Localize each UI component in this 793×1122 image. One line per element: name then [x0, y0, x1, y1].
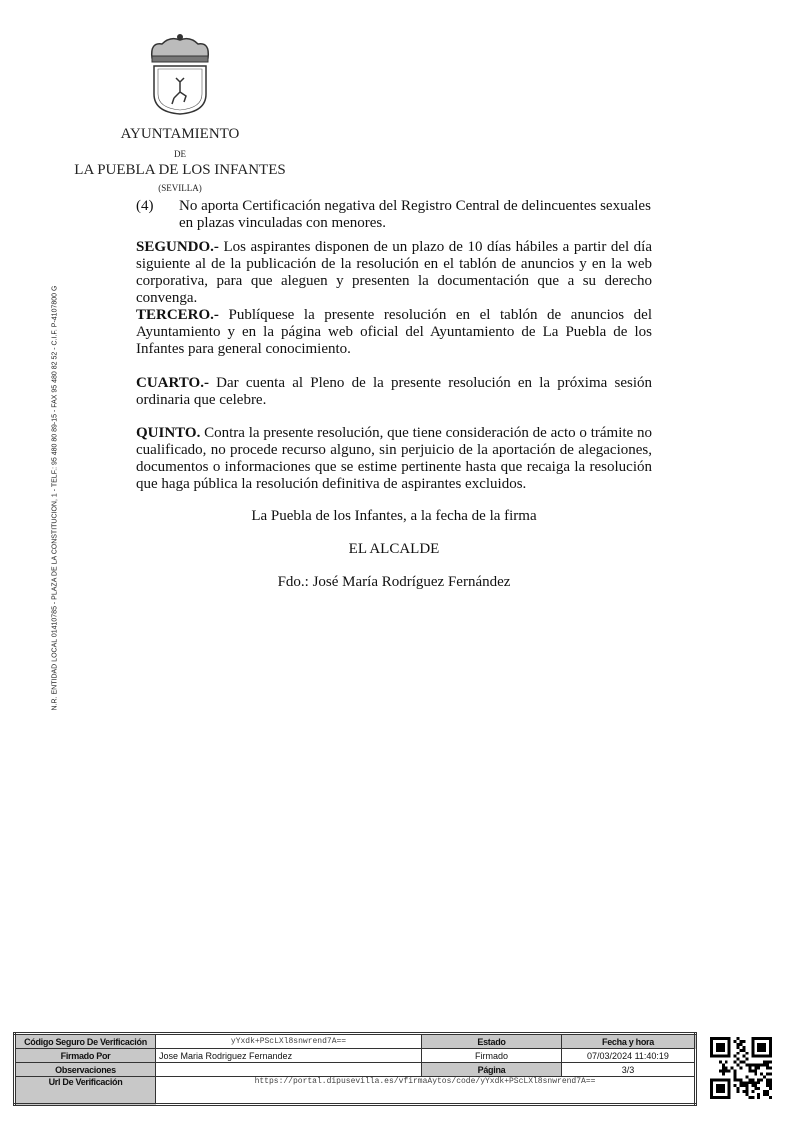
url-value[interactable]: https://portal.dipusevilla.es/vfirmaAytos/code/yYxdk+PScLXl8snwrend7A==: [156, 1077, 696, 1105]
paragraph-heading: TERCERO.-: [136, 307, 219, 323]
firmado-por-label: Firmado Por: [15, 1049, 156, 1063]
paragraph-heading: SEGUNDO.-: [136, 239, 219, 255]
header-town-name: LA PUEBLA DE LOS INFANTES: [74, 162, 286, 178]
observaciones-label: Observaciones: [15, 1063, 156, 1077]
paragraph-text: Los aspirantes disponen de un plazo de 10 días hábiles a partir del día siguiente al de la publicación de la resolución en el tablón de anuncios y en la web corporativa, para que aleguen y presenten la documentación que a su derecho convenga.: [136, 239, 652, 306]
signer-name: Fdo.: José María Rodríguez Fernández: [277, 574, 511, 590]
place-date: La Puebla de los Infantes, a la fecha de la firma: [251, 508, 537, 524]
pagina-value: 3/3: [562, 1063, 696, 1077]
signature-verification-table: [13, 1032, 697, 1106]
paragraph-heading: QUINTO.: [136, 425, 201, 441]
paragraph-text: Contra la presente resolución, que tiene consideración de acto o trámite no cualificado, no procede recurso alguno, sin perjuicio de la aportación de alegaciones, documentos o informaciones que se estime pertinente hasta que recaiga la resolución que haga pública la resolución definitiva de aspirantes excluidos.: [136, 425, 652, 492]
paragraph-text: Dar cuenta al Pleno de la presente resolución en la próxima sesión ordinaria que celebre.: [136, 375, 652, 408]
csv-label: Código Seguro De Verificación: [15, 1034, 156, 1049]
header-ayuntamiento: AYUNTAMIENTO: [120, 126, 240, 142]
header-de: DE: [174, 149, 186, 159]
paragraph-tercero: [136, 307, 652, 358]
estado-value: Firmado: [422, 1049, 562, 1063]
item-number: (4): [136, 198, 154, 214]
paragraph-cuarto: [136, 375, 652, 409]
item-text: No aporta Certificación negativa del Registro Central de delincuentes sexuales en plazas vinculadas con menores.: [179, 198, 651, 231]
observaciones-value: [156, 1063, 422, 1077]
estado-label: Estado: [422, 1034, 562, 1049]
fecha-value: 07/03/2024 11:40:19: [562, 1049, 696, 1063]
paragraph-quinto: [136, 425, 652, 493]
pagina-label: Página: [422, 1063, 562, 1077]
header-province: (SEVILLA): [158, 183, 202, 193]
list-item-4: [136, 198, 652, 232]
fecha-label: Fecha y hora: [562, 1034, 696, 1049]
side-entity-info: N.R. ENTIDAD LOCAL 01410785 - PLAZA DE LA CONSTITUCION, 1 - TELF.: 95 480 80 89-15 - FAX 95 480 82 52 - C.I.F. P-4107800 G: [51, 285, 59, 711]
qr-code-icon[interactable]: [710, 1036, 772, 1100]
firmado-por-value: Jose Maria Rodriguez Fernandez: [156, 1049, 422, 1063]
signer-title: EL ALCALDE: [348, 541, 440, 557]
url-label: Url De Verificación: [15, 1077, 156, 1105]
paragraph-text: Publíquese la presente resolución en el tablón de anuncios del Ayuntamiento y en la página web oficial del Ayuntamiento de La Puebla de los Infantes para general conocimiento.: [136, 307, 652, 357]
csv-value: yYxdk+PScLXl8snwrend7A==: [156, 1034, 422, 1049]
paragraph-heading: CUARTO.-: [136, 375, 209, 391]
municipal-crest-logo: [140, 32, 220, 116]
paragraph-segundo: [136, 239, 652, 307]
